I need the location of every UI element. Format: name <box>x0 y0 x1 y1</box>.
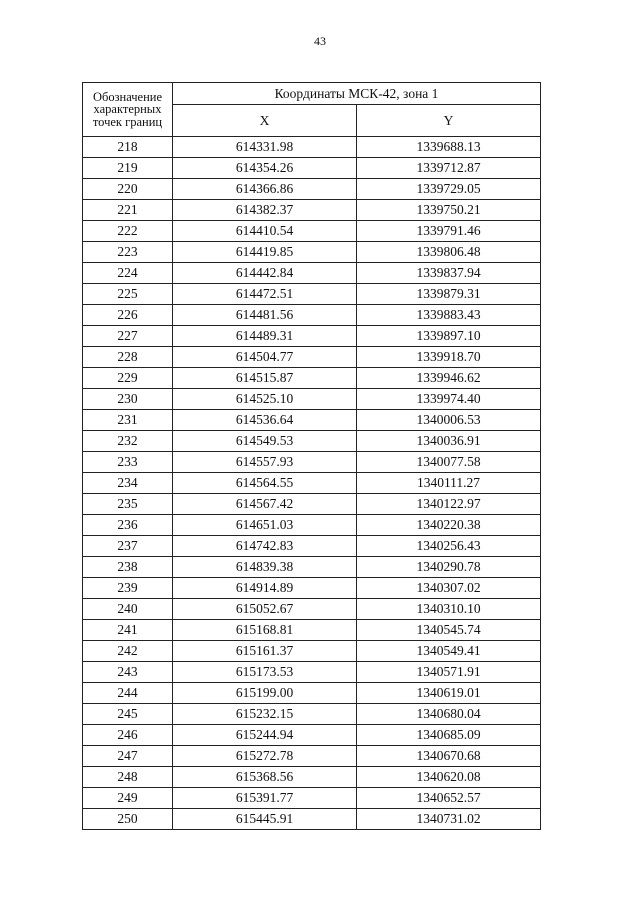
table-row <box>83 536 541 557</box>
x-coordinate-cell: 614366.86 <box>173 179 357 200</box>
x-coordinate-cell: 614382.37 <box>173 200 357 221</box>
point-number-cell: 248 <box>83 767 173 788</box>
point-number-cell: 232 <box>83 431 173 452</box>
x-coordinate-cell: 615244.94 <box>173 725 357 746</box>
x-coordinate-cell: 614567.42 <box>173 494 357 515</box>
point-number-cell: 246 <box>83 725 173 746</box>
point-number-cell: 218 <box>83 137 173 158</box>
x-coordinate-cell: 614557.93 <box>173 452 357 473</box>
point-number-cell: 234 <box>83 473 173 494</box>
x-coordinate-cell: 614914.89 <box>173 578 357 599</box>
y-coordinate-cell: 1340122.97 <box>357 494 541 515</box>
y-coordinate-cell: 1340685.09 <box>357 725 541 746</box>
y-coordinate-cell: 1340077.58 <box>357 452 541 473</box>
table-row <box>83 641 541 662</box>
y-coordinate-cell: 1339791.46 <box>357 221 541 242</box>
y-coordinate-cell: 1339918.70 <box>357 347 541 368</box>
x-coordinate-cell: 614525.10 <box>173 389 357 410</box>
table-row <box>83 305 541 326</box>
coordinates-header: Координаты МСК-42, зона 1 <box>173 83 541 105</box>
point-number-cell: 235 <box>83 494 173 515</box>
y-coordinate-cell: 1340545.74 <box>357 620 541 641</box>
x-coordinate-cell: 614354.26 <box>173 158 357 179</box>
table-row <box>83 662 541 683</box>
x-coordinate-cell: 614839.38 <box>173 557 357 578</box>
table-row <box>83 284 541 305</box>
table-row <box>83 620 541 641</box>
y-coordinate-cell: 1339883.43 <box>357 305 541 326</box>
table-row <box>83 158 541 179</box>
y-coordinate-cell: 1339837.94 <box>357 263 541 284</box>
point-number-cell: 231 <box>83 410 173 431</box>
x-coordinate-cell: 614549.53 <box>173 431 357 452</box>
x-coordinate-cell: 614742.83 <box>173 536 357 557</box>
y-coordinate-cell: 1339750.21 <box>357 200 541 221</box>
y-coordinate-cell: 1340111.27 <box>357 473 541 494</box>
point-number-cell: 243 <box>83 662 173 683</box>
x-coordinate-cell: 614472.51 <box>173 284 357 305</box>
table-row <box>83 137 541 158</box>
table-row <box>83 704 541 725</box>
point-designation-header-line: Обозначение <box>92 89 163 104</box>
table-row <box>83 767 541 788</box>
page-number: 43 <box>314 34 326 48</box>
x-coordinate-cell: 614442.84 <box>173 263 357 284</box>
y-coordinate-cell: 1340307.02 <box>357 578 541 599</box>
y-coordinate-cell: 1340220.38 <box>357 515 541 536</box>
y-coordinate-cell: 1340549.41 <box>357 641 541 662</box>
table-row <box>83 326 541 347</box>
x-coordinate-cell: 615445.91 <box>173 809 357 830</box>
point-number-cell: 224 <box>83 263 173 284</box>
point-number-cell: 237 <box>83 536 173 557</box>
x-coordinate-cell: 615232.15 <box>173 704 357 725</box>
point-number-cell: 233 <box>83 452 173 473</box>
point-number-cell: 242 <box>83 641 173 662</box>
point-number-cell: 236 <box>83 515 173 536</box>
point-designation-header <box>83 83 173 137</box>
y-coordinate-cell: 1339946.62 <box>357 368 541 389</box>
point-number-cell: 244 <box>83 683 173 704</box>
y-coordinate-cell: 1340571.91 <box>357 662 541 683</box>
point-number-cell: 249 <box>83 788 173 809</box>
y-column-header: Y <box>357 105 541 137</box>
y-coordinate-cell: 1340619.01 <box>357 683 541 704</box>
table-row <box>83 242 541 263</box>
x-coordinate-cell: 614410.54 <box>173 221 357 242</box>
y-coordinate-cell: 1340670.68 <box>357 746 541 767</box>
coordinates-table <box>82 82 541 830</box>
point-designation-header-line: точек границ <box>92 114 163 129</box>
point-number-cell: 229 <box>83 368 173 389</box>
y-coordinate-cell: 1339806.48 <box>357 242 541 263</box>
point-number-cell: 219 <box>83 158 173 179</box>
point-number-cell: 245 <box>83 704 173 725</box>
table-row <box>83 515 541 536</box>
x-coordinate-cell: 615272.78 <box>173 746 357 767</box>
table-row <box>83 578 541 599</box>
table-row <box>83 473 541 494</box>
table-row <box>83 452 541 473</box>
y-coordinate-cell: 1339897.10 <box>357 326 541 347</box>
y-coordinate-cell: 1339974.40 <box>357 389 541 410</box>
point-number-cell: 238 <box>83 557 173 578</box>
table-row <box>83 599 541 620</box>
y-coordinate-cell: 1340731.02 <box>357 809 541 830</box>
x-coordinate-cell: 614419.85 <box>173 242 357 263</box>
table-row <box>83 725 541 746</box>
y-coordinate-cell: 1340310.10 <box>357 599 541 620</box>
x-coordinate-cell: 614536.64 <box>173 410 357 431</box>
point-number-cell: 230 <box>83 389 173 410</box>
table-row <box>83 809 541 830</box>
table-row <box>83 410 541 431</box>
y-coordinate-cell: 1340006.53 <box>357 410 541 431</box>
point-number-cell: 227 <box>83 326 173 347</box>
x-coordinate-cell: 615173.53 <box>173 662 357 683</box>
y-coordinate-cell: 1340680.04 <box>357 704 541 725</box>
x-coordinate-cell: 614515.87 <box>173 368 357 389</box>
y-coordinate-cell: 1339729.05 <box>357 179 541 200</box>
x-coordinate-cell: 615052.67 <box>173 599 357 620</box>
x-coordinate-cell: 614504.77 <box>173 347 357 368</box>
point-number-cell: 241 <box>83 620 173 641</box>
point-number-cell: 247 <box>83 746 173 767</box>
x-coordinate-cell: 615168.81 <box>173 620 357 641</box>
table-row <box>83 431 541 452</box>
point-number-cell: 226 <box>83 305 173 326</box>
y-coordinate-cell: 1339688.13 <box>357 137 541 158</box>
table-row <box>83 347 541 368</box>
table-row <box>83 179 541 200</box>
y-coordinate-cell: 1340036.91 <box>357 431 541 452</box>
x-column-header: X <box>173 105 357 137</box>
y-coordinate-cell: 1339712.87 <box>357 158 541 179</box>
point-number-cell: 239 <box>83 578 173 599</box>
point-number-cell: 222 <box>83 221 173 242</box>
y-coordinate-cell: 1340256.43 <box>357 536 541 557</box>
table-row <box>83 683 541 704</box>
point-designation-header-line: характерных <box>93 102 162 117</box>
point-number-cell: 228 <box>83 347 173 368</box>
point-number-cell: 225 <box>83 284 173 305</box>
x-coordinate-cell: 615368.56 <box>173 767 357 788</box>
table-row <box>83 200 541 221</box>
table-row <box>83 389 541 410</box>
table-row <box>83 263 541 284</box>
x-coordinate-cell: 614331.98 <box>173 137 357 158</box>
table-row <box>83 557 541 578</box>
table-body <box>83 83 541 830</box>
x-coordinate-cell: 614481.56 <box>173 305 357 326</box>
point-number-cell: 221 <box>83 200 173 221</box>
table-row <box>83 221 541 242</box>
x-coordinate-cell: 615391.77 <box>173 788 357 809</box>
table-row <box>83 494 541 515</box>
table-row <box>83 746 541 767</box>
y-coordinate-cell: 1340652.57 <box>357 788 541 809</box>
point-number-cell: 220 <box>83 179 173 200</box>
point-number-cell: 240 <box>83 599 173 620</box>
x-coordinate-cell: 614651.03 <box>173 515 357 536</box>
y-coordinate-cell: 1340290.78 <box>357 557 541 578</box>
point-number-cell: 250 <box>83 809 173 830</box>
x-coordinate-cell: 615199.00 <box>173 683 357 704</box>
x-coordinate-cell: 614564.55 <box>173 473 357 494</box>
table-row <box>83 788 541 809</box>
header-row-top <box>83 83 541 105</box>
y-coordinate-cell: 1340620.08 <box>357 767 541 788</box>
x-coordinate-cell: 614489.31 <box>173 326 357 347</box>
y-coordinate-cell: 1339879.31 <box>357 284 541 305</box>
point-number-cell: 223 <box>83 242 173 263</box>
table-row <box>83 368 541 389</box>
x-coordinate-cell: 615161.37 <box>173 641 357 662</box>
